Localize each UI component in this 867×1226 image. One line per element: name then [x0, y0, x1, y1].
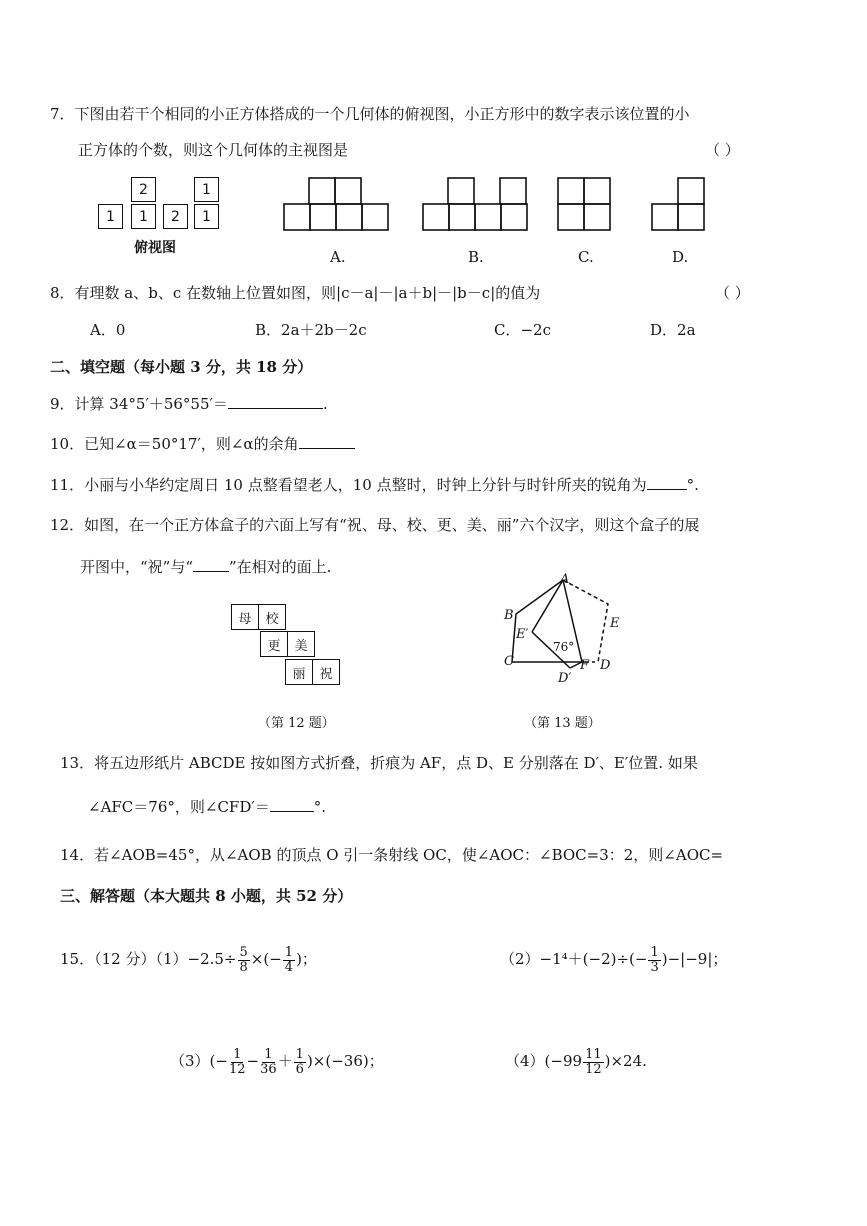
- option-c-label: C.: [578, 248, 594, 266]
- q10-text: 10．已知∠α＝50°17′，则∠α的余角: [50, 435, 299, 453]
- q13-line2: [88, 796, 326, 818]
- point-E-prime: E′: [516, 627, 529, 642]
- q10: [50, 433, 355, 455]
- q15-p3a: （3）(−: [170, 1052, 228, 1070]
- option-d-label: D.: [672, 248, 689, 266]
- fraction: [583, 1048, 604, 1077]
- net-cell: 更: [260, 631, 288, 657]
- q12-line1: 12．如图，在一个正方体盒子的六面上写有“祝、母、校、更、美、丽”六个汉字，则这个盒子的展: [50, 516, 700, 534]
- q15-p2a: （2）−1⁴＋(−2)÷(−: [500, 950, 648, 968]
- point-F: F: [580, 658, 590, 673]
- point-D-prime: D′: [558, 671, 572, 686]
- q14: 14．若∠AOB=45°，从∠AOB 的顶点 O 引一条射线 OC，使∠AOC：∠BOC=3：2，则∠AOC=: [60, 846, 724, 864]
- q15-p1a: −2.5÷: [187, 950, 237, 968]
- q15-part2: [500, 942, 727, 976]
- top-view-cell: 1: [194, 177, 219, 202]
- option-a-figure: [283, 176, 393, 232]
- q11-text: 11．小丽与小华约定周日 10 点整看望老人，10 点整时，时钟上分针与时针所夹的锐角为: [50, 476, 647, 494]
- answer-blank: [270, 797, 314, 812]
- point-D: D: [600, 658, 611, 673]
- q12-line2: [80, 556, 331, 578]
- angle-label: 76°: [553, 640, 575, 654]
- fraction: [260, 1048, 277, 1077]
- numerator: 1: [264, 1046, 273, 1062]
- q15-p2b: )−|−9|；: [661, 950, 728, 968]
- q8-paren: （ ）: [715, 284, 750, 302]
- fraction: [283, 946, 295, 975]
- fraction: [238, 946, 250, 975]
- net-cell: 丽: [285, 659, 313, 685]
- q15-head: 15．（12 分）（1）: [60, 950, 188, 968]
- denominator: 4: [284, 959, 294, 975]
- option-a-label: A.: [330, 248, 346, 266]
- q8-stem: 8．有理数 a、b、c 在数轴上位置如图，则|c－a|－|a＋b|－|b－c|的值为: [50, 284, 541, 302]
- denominator: 6: [295, 1061, 304, 1077]
- section-3-heading: 三、解答题（本大题共 8 小题，共 52 分）: [60, 887, 353, 905]
- option-b-label: B.: [468, 248, 484, 266]
- numerator: 1: [295, 1046, 304, 1062]
- answer-blank: [647, 475, 687, 490]
- figure-12-caption: （第 12 题）: [258, 716, 335, 731]
- denominator: 8: [239, 959, 248, 975]
- top-view-grid: [98, 177, 222, 231]
- q8-option-b: B．2a＋2b－2c: [255, 321, 367, 339]
- q7-line1: 7．下图由若干个相同的小正方体搭成的一个几何体的俯视图，小正方形中的数字表示该位置的小: [50, 105, 690, 123]
- fraction: [648, 946, 660, 975]
- top-view-cell: 1: [194, 204, 219, 229]
- q15-part1: [60, 942, 317, 976]
- numerator: 1: [284, 944, 294, 960]
- net-cell: 母: [231, 604, 259, 630]
- q15-p4b: )×24.: [604, 1052, 647, 1070]
- q8-option-a: A．0: [90, 321, 126, 339]
- top-view-label: 俯视图: [134, 240, 176, 256]
- q13-line2-end: °.: [313, 798, 327, 816]
- top-view-cell: 2: [131, 177, 156, 202]
- net-cell: 祝: [312, 659, 340, 685]
- q15-p1c: )；: [296, 950, 317, 968]
- answer-blank: [228, 394, 323, 409]
- q8-option-c: C．−2c: [494, 321, 551, 339]
- numerator: 1: [650, 944, 659, 960]
- denominator: 3: [650, 959, 659, 975]
- q12-line2a: 开图中，“祝”与“: [80, 558, 194, 576]
- q13-line2-text: ∠AFC＝76°，则∠CFD′＝: [88, 798, 270, 816]
- denominator: 36: [260, 1061, 277, 1077]
- point-A: A: [560, 572, 570, 587]
- q15-p3b: −: [246, 1052, 260, 1070]
- option-d-figure: [651, 176, 707, 232]
- q11: [50, 474, 699, 496]
- q15-p4a: （4）(−99: [505, 1052, 583, 1070]
- point-E: E: [610, 616, 620, 631]
- cube-net-figure: [231, 604, 341, 686]
- q15-p1b: ×(−: [250, 950, 282, 968]
- numerator: 11: [585, 1046, 602, 1062]
- fraction: [294, 1048, 306, 1077]
- numerator: 1: [233, 1046, 242, 1062]
- denominator: 12: [228, 1061, 246, 1077]
- numerator: 5: [239, 944, 248, 960]
- answer-blank: [299, 434, 355, 449]
- q8-option-d: D．2a: [650, 321, 696, 339]
- option-c-figure: [557, 176, 613, 232]
- q15-part4: [505, 1044, 647, 1078]
- net-cell: 校: [258, 604, 286, 630]
- q7-line2: 正方体的个数，则这个几何体的主视图是: [78, 141, 349, 159]
- denominator: 12: [585, 1061, 602, 1077]
- answer-blank: [193, 557, 229, 572]
- top-view-cell: 1: [131, 204, 156, 229]
- q15-p3d: )×(−36)；: [306, 1052, 384, 1070]
- q7-paren: （ ）: [705, 141, 740, 159]
- top-view-cell: 1: [98, 204, 123, 229]
- point-C: C: [504, 654, 514, 669]
- q15-part3: [170, 1044, 384, 1078]
- option-b-figure: [422, 176, 532, 232]
- top-view-cell: 2: [163, 204, 188, 229]
- point-B: B: [504, 608, 514, 623]
- q9-text: 9．计算 34°5′＋56°55′＝: [50, 395, 228, 413]
- figure-13-caption: （第 13 题）: [524, 716, 601, 731]
- q12-line2b: ”在相对的面上.: [229, 558, 332, 576]
- q15-p3c: ＋: [277, 1052, 293, 1070]
- q11-end: °.: [686, 476, 699, 494]
- net-cell: 美: [287, 631, 315, 657]
- q9: 9．计算 34°5′＋56°55′＝ .: [50, 395, 328, 413]
- section-2-heading: 二、填空题（每小题 3 分，共 18 分）: [50, 358, 313, 376]
- fraction: [229, 1048, 246, 1077]
- q13-line1: 13．将五边形纸片 ABCDE 按如图方式折叠，折痕为 AF，点 D、E 分别落在 D′、E′位置. 如果: [60, 754, 698, 772]
